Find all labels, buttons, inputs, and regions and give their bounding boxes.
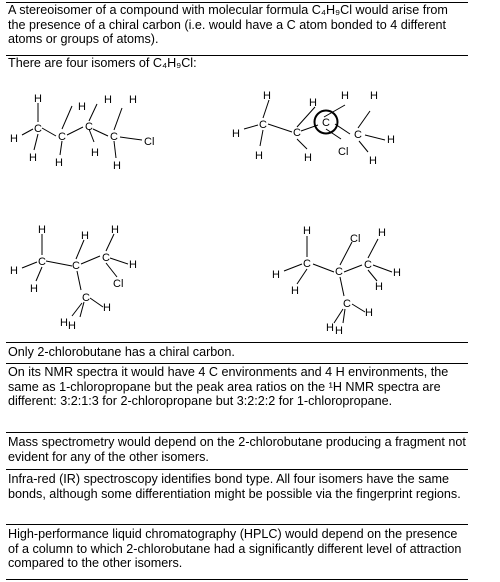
atom-c: C <box>322 117 330 129</box>
isomers-heading: There are four isomers of C₄H₉Cl: <box>8 56 197 70</box>
atom-h: H <box>104 94 112 106</box>
chiral-carbon-paragraph: Only 2-chlorobutane has a chiral carbon. <box>8 345 235 359</box>
atom-h: H <box>91 147 99 159</box>
atom-h: H <box>370 90 378 102</box>
atom-h: H <box>387 134 395 146</box>
atom-c: C <box>72 260 80 272</box>
atom-h: H <box>129 94 137 106</box>
molecule-1-chlorobutane <box>10 93 154 172</box>
atom-h: H <box>60 317 68 329</box>
molecule-2-chlorobutane <box>232 90 395 167</box>
atom-h: H <box>291 285 299 297</box>
atom-c: C <box>343 298 351 310</box>
atom-h: H <box>272 269 280 281</box>
atom-c: C <box>38 256 46 268</box>
atom-c: C <box>293 127 301 139</box>
atom-h: H <box>103 302 111 314</box>
divider <box>6 469 468 470</box>
atom-c: C <box>364 259 372 271</box>
ir-paragraph: Infra-red (IR) spectroscopy identifies bond type. All four isomers have the same bonds, although some differentiation might be possible via the fingerprint regions. <box>8 472 461 501</box>
atom-h: H <box>375 281 383 293</box>
atom-h: H <box>55 157 63 169</box>
mass-spectrometry-paragraph: Mass spectrometry would depend on the 2-chlorobutane producing a fragment not evident for any of the other isomers. <box>8 435 466 464</box>
atom-cl: Cl <box>144 136 155 148</box>
atom-h: H <box>38 224 46 236</box>
atom-h: H <box>129 259 137 271</box>
atom-h: H <box>68 320 76 332</box>
atom-h: H <box>10 133 18 145</box>
divider <box>6 432 468 433</box>
atom-cl: Cl <box>350 233 361 245</box>
atom-h: H <box>34 93 42 105</box>
atom-h: H <box>263 90 271 102</box>
atom-c: C <box>354 129 362 141</box>
atom-c: C <box>110 131 118 143</box>
atom-h: H <box>303 225 311 237</box>
atom-cl: Cl <box>338 146 349 158</box>
atom-h: H <box>341 90 349 102</box>
molecule-2-chloro-2-methylpropane <box>272 225 401 337</box>
atom-h: H <box>309 97 317 109</box>
atom-c: C <box>303 258 311 270</box>
atom-cl: Cl <box>113 278 124 290</box>
divider <box>6 524 468 525</box>
atom-h: H <box>378 227 386 239</box>
molecule-1-chloro-2-methylpropane <box>10 224 137 332</box>
atom-h: H <box>78 101 86 113</box>
atom-h: H <box>369 155 377 167</box>
atom-h: H <box>232 128 240 140</box>
atom-h: H <box>30 283 38 295</box>
nmr-paragraph: On its NMR spectra it would have 4 C environments and 4 H environments, the same as 1-chloropropane but the peak area ratios on the ¹H NMR spectra are different: 3:2:1:3 for 2-chloropropane but 3:2:2:2 for 1-chloropropane. <box>8 365 449 408</box>
atom-h: H <box>365 307 373 319</box>
atom-h: H <box>255 150 263 162</box>
atom-c: C <box>58 131 66 143</box>
atom-c: C <box>82 292 90 304</box>
isomer-structures <box>0 84 470 354</box>
intro-paragraph: A stereoisomer of a compound with molecular formula C₄H₉Cl would arise from the presence of a chiral carbon (i.e. would have a C atom bonded to 4 different atoms or groups of atoms). <box>8 3 448 46</box>
atom-c: C <box>85 121 93 133</box>
atom-h: H <box>111 224 119 236</box>
atom-h: H <box>29 152 37 164</box>
atom-c: C <box>259 119 267 131</box>
atom-h: H <box>304 152 312 164</box>
atom-h: H <box>326 322 334 334</box>
atom-c: C <box>335 266 343 278</box>
atom-h: H <box>335 325 343 337</box>
atom-h: H <box>393 267 401 279</box>
bottom-rule <box>6 579 468 580</box>
divider <box>6 342 468 343</box>
atom-c: C <box>34 123 42 135</box>
atom-h: H <box>10 265 18 277</box>
divider <box>6 363 468 364</box>
atom-h: H <box>81 230 89 242</box>
atom-h: H <box>113 160 121 172</box>
atom-c: C <box>102 252 110 264</box>
hplc-paragraph: High-performance liquid chromatography (HPLC) would depend on the presence of a column to which 2-chlorobutane had a significantly different level of attraction compared to the other isomers. <box>8 527 462 570</box>
